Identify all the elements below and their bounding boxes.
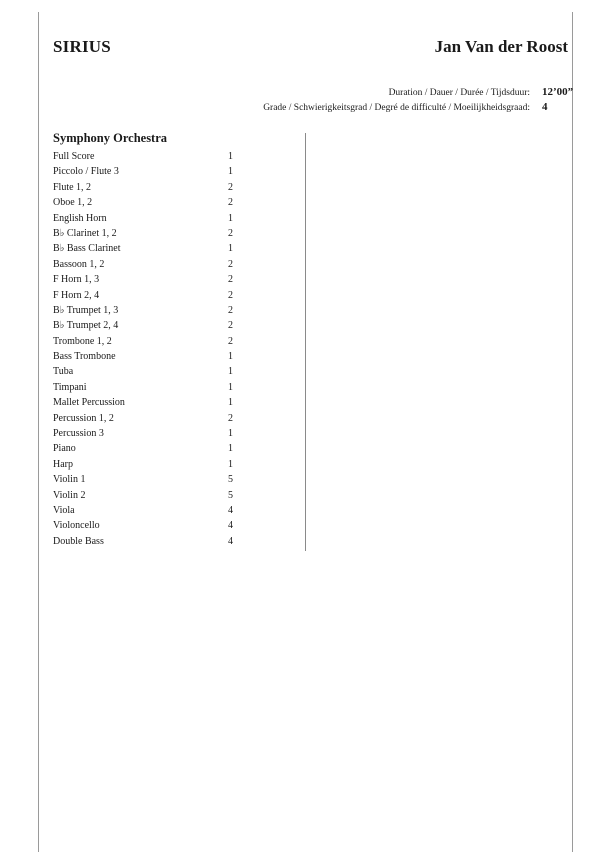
part-row bbox=[53, 318, 293, 333]
part-name: English Horn bbox=[53, 212, 107, 224]
part-row bbox=[53, 272, 293, 287]
parts-list bbox=[53, 149, 293, 549]
part-row bbox=[53, 380, 293, 395]
part-row bbox=[53, 457, 293, 472]
part-row bbox=[53, 241, 293, 256]
piece-title: SIRIUS bbox=[53, 37, 111, 56]
part-quantity: 2 bbox=[228, 197, 233, 209]
part-name: Mallet Percussion bbox=[53, 397, 125, 409]
part-name: B♭ Bass Clarinet bbox=[53, 243, 121, 255]
part-quantity: 2 bbox=[228, 274, 233, 286]
part-name: Bassoon 1, 2 bbox=[53, 258, 105, 270]
part-row bbox=[53, 411, 293, 426]
part-quantity: 2 bbox=[228, 289, 233, 301]
part-name: Piccolo / Flute 3 bbox=[53, 166, 119, 178]
part-name: F Horn 2, 4 bbox=[53, 289, 100, 301]
part-row bbox=[53, 395, 293, 410]
part-row bbox=[53, 364, 293, 379]
section-title: Symphony Orchestra bbox=[53, 131, 168, 145]
column-divider bbox=[305, 133, 306, 551]
part-row bbox=[53, 534, 293, 549]
part-name: B♭ Clarinet 1, 2 bbox=[53, 227, 117, 239]
part-quantity: 1 bbox=[228, 212, 233, 224]
part-quantity: 2 bbox=[228, 335, 233, 347]
part-quantity: 1 bbox=[228, 397, 233, 409]
part-row bbox=[53, 288, 293, 303]
part-quantity: 1 bbox=[228, 443, 233, 455]
part-quantity: 1 bbox=[228, 351, 233, 363]
part-name: Timpani bbox=[53, 381, 87, 393]
part-quantity: 1 bbox=[228, 243, 233, 255]
part-name: Viola bbox=[53, 504, 75, 516]
part-name: Oboe 1, 2 bbox=[53, 197, 93, 209]
part-quantity: 2 bbox=[228, 227, 233, 239]
part-quantity: 4 bbox=[228, 535, 233, 547]
part-quantity: 5 bbox=[228, 489, 233, 501]
part-row bbox=[53, 334, 293, 349]
part-row bbox=[53, 180, 293, 195]
composer-name: Jan Van der Roost bbox=[434, 37, 568, 56]
part-quantity: 2 bbox=[228, 304, 233, 316]
part-quantity: 2 bbox=[228, 412, 233, 424]
part-row bbox=[53, 226, 293, 241]
duration-label: Duration / Dauer / Durée / Tijdsduur: bbox=[388, 88, 530, 98]
part-row bbox=[53, 472, 293, 487]
part-row bbox=[53, 426, 293, 441]
part-quantity: 1 bbox=[228, 428, 233, 440]
part-name: Double Bass bbox=[53, 535, 104, 547]
part-row bbox=[53, 503, 293, 518]
part-quantity: 1 bbox=[228, 458, 233, 470]
part-quantity: 2 bbox=[228, 258, 233, 270]
part-quantity: 5 bbox=[228, 474, 233, 486]
part-name: Violin 2 bbox=[53, 489, 86, 501]
part-row bbox=[53, 303, 293, 318]
part-name: Violoncello bbox=[53, 520, 100, 532]
part-row bbox=[53, 349, 293, 364]
part-row bbox=[53, 488, 293, 503]
part-quantity: 1 bbox=[228, 366, 233, 378]
part-name: B♭ Trumpet 2, 4 bbox=[53, 320, 119, 332]
part-name: Tuba bbox=[53, 366, 74, 378]
part-quantity: 1 bbox=[228, 381, 233, 393]
part-name: B♭ Trumpet 1, 3 bbox=[53, 304, 119, 316]
grade-label: Grade / Schwierigkeitsgrad / Degré de difficulté / Moeilijkheidsgraad: bbox=[263, 103, 530, 113]
page-left-border bbox=[38, 12, 39, 852]
part-name: Piano bbox=[53, 443, 76, 455]
part-row bbox=[53, 195, 293, 210]
grade-row bbox=[263, 101, 576, 113]
part-quantity: 4 bbox=[228, 504, 233, 516]
part-name: Flute 1, 2 bbox=[53, 181, 92, 193]
part-name: Percussion 1, 2 bbox=[53, 412, 114, 424]
duration-row bbox=[389, 86, 576, 98]
part-row bbox=[53, 257, 293, 272]
part-name: Violin 1 bbox=[53, 474, 86, 486]
duration-value: 12’00” bbox=[542, 86, 574, 98]
part-row bbox=[53, 441, 293, 456]
part-row bbox=[53, 518, 293, 533]
part-row bbox=[53, 211, 293, 226]
part-quantity: 4 bbox=[228, 520, 233, 532]
part-name: Full Score bbox=[53, 151, 95, 162]
grade-value: 4 bbox=[542, 101, 548, 113]
part-name: Trombone 1, 2 bbox=[53, 335, 112, 347]
part-row bbox=[53, 164, 293, 179]
part-quantity: 2 bbox=[228, 320, 233, 332]
part-row bbox=[53, 149, 293, 164]
part-name: Percussion 3 bbox=[53, 428, 104, 440]
part-name: Harp bbox=[53, 458, 73, 470]
page-right-border bbox=[572, 12, 573, 852]
part-quantity: 2 bbox=[228, 181, 233, 193]
part-name: F Horn 1, 3 bbox=[53, 274, 100, 286]
part-name: Bass Trombone bbox=[53, 351, 116, 363]
part-quantity: 1 bbox=[228, 166, 233, 178]
part-quantity: 1 bbox=[228, 151, 233, 162]
